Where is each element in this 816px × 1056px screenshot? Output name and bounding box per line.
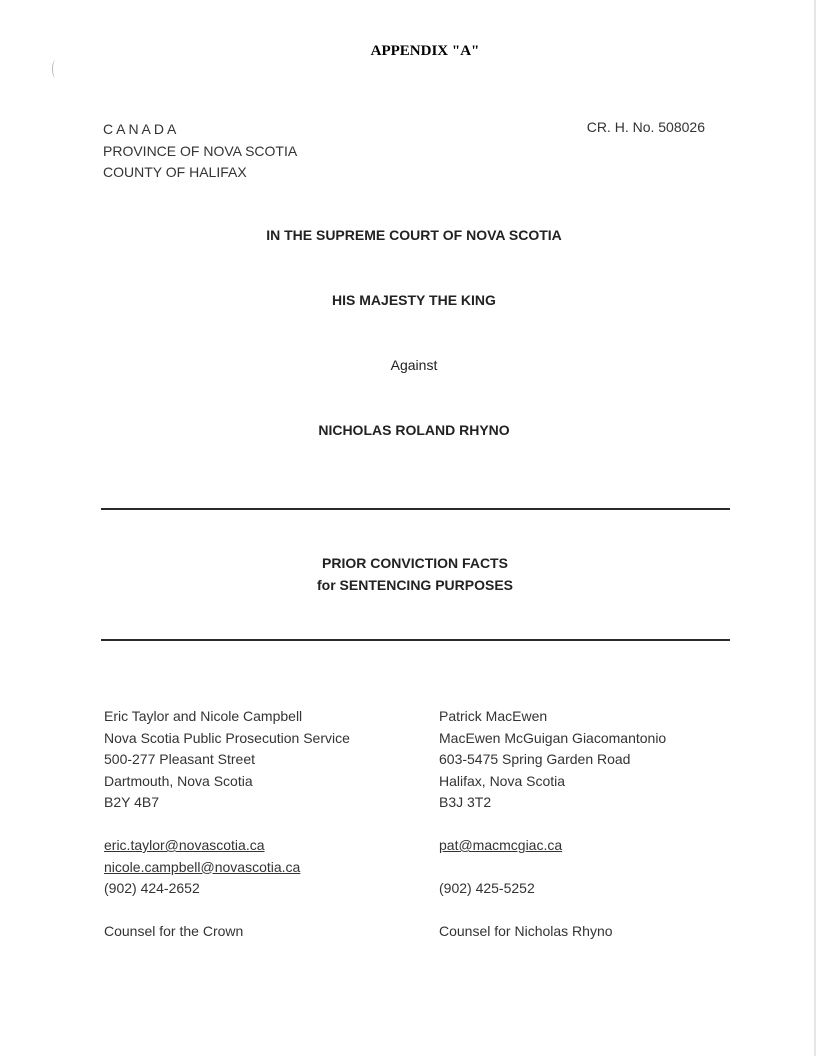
- document-title-line1: PRIOR CONVICTION FACTS: [322, 555, 508, 571]
- defence-phone: (902) 425-5252: [439, 880, 535, 896]
- crown-counsel-block: [104, 706, 350, 943]
- jurisdiction-country: CANADA: [103, 121, 180, 137]
- crown-email-link-2[interactable]: nicole.campbell@novascotia.ca: [104, 858, 301, 875]
- crown-postal: B2Y 4B7: [104, 794, 160, 810]
- appendix-heading: APPENDIX "A": [370, 43, 480, 59]
- crown-contact: [104, 835, 350, 900]
- document-title: [0, 552, 816, 596]
- defence-contact: [439, 835, 666, 900]
- jurisdiction-block: [103, 119, 297, 184]
- defence-address: [439, 706, 666, 814]
- defence-counsel-name: Patrick MacEwen: [439, 708, 548, 724]
- document-title-line2: for SENTENCING PURPOSES: [316, 577, 514, 593]
- defence-street: 603-5475 Spring Garden Road: [439, 751, 631, 767]
- defendant-name: NICHOLAS ROLAND RHYNO: [318, 422, 510, 438]
- versus-label: Against: [390, 357, 438, 373]
- crown-role: Counsel for the Crown: [104, 923, 244, 939]
- file-number: CR. H. No. 508026: [586, 119, 705, 135]
- crown-phone: (902) 424-2652: [104, 880, 200, 896]
- crown-counsel-names: Eric Taylor and Nicole Campbell: [104, 708, 303, 724]
- top-divider: [101, 508, 730, 510]
- crown-email-link-1[interactable]: eric.taylor@novascotia.ca: [104, 837, 265, 853]
- plaintiff-name: HIS MAJESTY THE KING: [332, 292, 496, 308]
- jurisdiction-province: PROVINCE OF NOVA SCOTIA: [103, 142, 298, 159]
- defence-email-link[interactable]: pat@macmcgiac.ca: [439, 837, 563, 853]
- defence-city: Halifax, Nova Scotia: [439, 772, 566, 789]
- bottom-divider: [101, 639, 730, 641]
- defence-postal: B3J 3T2: [439, 794, 492, 810]
- crown-address: [104, 706, 350, 814]
- court-name: IN THE SUPREME COURT OF NOVA SCOTIA: [266, 227, 562, 243]
- jurisdiction-county: COUNTY OF HALIFAX: [103, 164, 247, 180]
- defence-role: Counsel for Nicholas Rhyno: [439, 923, 613, 939]
- crown-street: 500-277 Pleasant Street: [104, 751, 255, 767]
- defence-firm: MacEwen McGuigan Giacomantonio: [439, 729, 667, 746]
- scan-mark: [52, 60, 59, 78]
- crown-office: Nova Scotia Public Prosecution Service: [104, 729, 350, 746]
- crown-city: Dartmouth, Nova Scotia: [104, 772, 253, 789]
- defence-counsel-block: [439, 706, 666, 943]
